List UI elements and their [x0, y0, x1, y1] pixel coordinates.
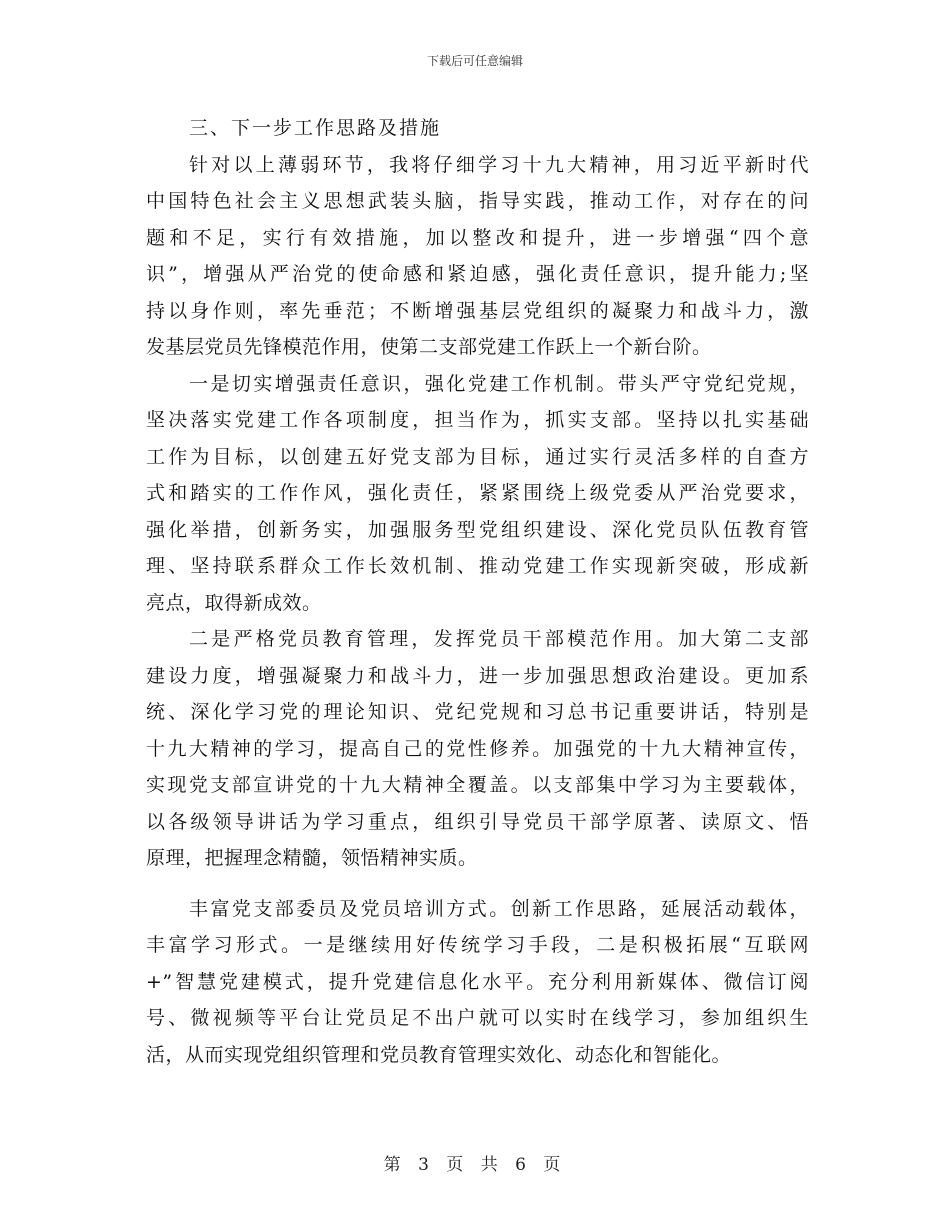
page-header-note: 下载后可任意编辑: [426, 54, 523, 68]
paragraph-line: 识”，增强从严治党的使命感和紧迫感，强化责任意识，提升能力;坚: [146, 263, 809, 285]
paragraph-line: 强化举措，创新务实，加强服务型党组织建设、深化党员队伍教育管: [146, 518, 809, 541]
paragraph-line: 二是严格党员教育管理，发挥党员干部模范作用。加大第二支部: [189, 628, 809, 650]
paragraph-line: 发基层党员先锋模范作用，使第二支部党建工作跃上一个新台阶。: [146, 336, 712, 358]
paragraph-spacer: [146, 877, 809, 891]
paragraph-line: 十九大精神的学习，提高自己的党性修养。加强党的十九大精神宣传，: [146, 737, 809, 760]
document-body: [146, 110, 809, 1073]
paragraph-line: 以各级领导讲话为学习重点，组织引导党员干部学原著、读原文、悟: [146, 810, 809, 833]
paragraph-line: 式和踏实的工作作风，强化责任，紧紧围绕上级党委从严治党要求，: [146, 482, 809, 504]
paragraph-line: 号、微视频等平台让党员足不出户就可以实时在线学习，参加组织生: [146, 1007, 809, 1029]
paragraph-line: 丰富学习形式。一是继续用好传统学习手段，二是积极拓展“互联网: [146, 934, 809, 956]
section-heading: 三、下一步工作思路及措施: [189, 117, 442, 139]
paragraph-line: 持以身作则，率先垂范；不断增强基层党组织的凝聚力和战斗力，激: [146, 299, 809, 322]
paragraph-2: [146, 366, 809, 622]
paragraph-line: 中国特色社会主义思想武装头脑，指导实践，推动工作，对存在的问: [146, 190, 809, 212]
paragraph-3: [146, 621, 809, 877]
paragraph-line: 实现党支部宣讲党的十九大精神全覆盖。以支部集中学习为主要载体，: [146, 774, 809, 796]
paragraph-line: 一是切实增强责任意识，强化党建工作机制。带头严守党纪党规，: [189, 372, 809, 395]
paragraph-line: +”智慧党建模式，提升党建信息化水平。充分利用新媒体、微信订阅: [146, 970, 809, 993]
paragraph-line: 理、坚持联系群众工作长效机制、推动党建工作实现新突破，形成新: [146, 555, 809, 577]
paragraph-1: [146, 147, 809, 366]
paragraph-line: 原理，把握理念精髓，领悟精神实质。: [146, 847, 478, 869]
paragraph-line: 丰富党支部委员及党员培训方式。创新工作思路，延展活动载体，: [189, 897, 809, 920]
paragraph-4: [146, 891, 809, 1074]
paragraph-line: 统、深化学习党的理论知识、党纪党规和习总书记重要讲话，特别是: [146, 701, 809, 723]
paragraph-line: 坚决落实党建工作各项制度，担当作为，抓实支部。坚持以扎实基础: [146, 409, 809, 431]
paragraph-line: 题和不足，实行有效措施，加以整改和提升，进一步增强“四个意: [146, 226, 809, 249]
paragraph-line: 活，从而实现党组织管理和党员教育管理实效化、动态化和智能化。: [146, 1043, 732, 1066]
paragraph-line: 针对以上薄弱环节，我将仔细学习十九大精神，用习近平新时代: [189, 153, 809, 176]
paragraph-line: 工作为目标，以创建五好党支部为目标，通过实行灵活多样的自查方: [146, 445, 809, 468]
paragraph-line: 亮点，取得新成效。: [146, 591, 322, 614]
page-number: 第 3 页 共 6 页: [383, 1155, 567, 1175]
paragraph-line: 建设力度，增强凝聚力和战斗力，进一步加强思想政治建设。更加系: [146, 664, 809, 687]
